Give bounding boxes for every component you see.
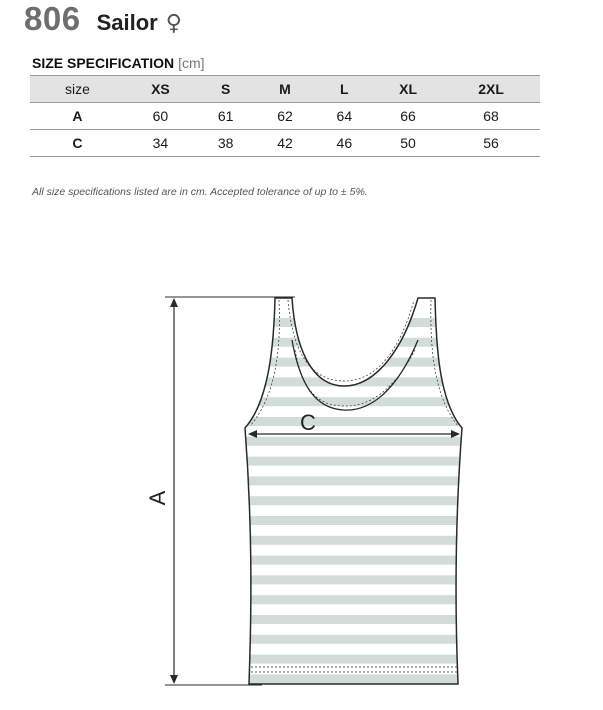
- table-cell: 62: [255, 103, 314, 130]
- table-cell: 38: [196, 130, 255, 157]
- label-c: C: [300, 410, 316, 435]
- stripe: [230, 358, 480, 367]
- product-name: Sailor: [96, 10, 158, 35]
- size-col-l: L: [315, 76, 374, 103]
- stripe: [230, 595, 480, 604]
- table-cell: 61: [196, 103, 255, 130]
- stripe: [230, 536, 480, 545]
- tank-top-outline: [245, 298, 462, 684]
- stripe: [230, 437, 480, 446]
- a-arrow-bottom-icon: [170, 675, 178, 684]
- size-col-m: M: [255, 76, 314, 103]
- stripe: [230, 635, 480, 644]
- label-a: A: [145, 490, 170, 506]
- stripe: [230, 476, 480, 485]
- size-header-label: size: [30, 76, 125, 103]
- table-cell: 68: [442, 103, 540, 130]
- table-cell: 56: [442, 130, 540, 157]
- row-label-a: A: [30, 103, 125, 130]
- stripe: [230, 457, 480, 466]
- stripe: [230, 556, 480, 565]
- stripe: [230, 496, 480, 505]
- stripe: [230, 318, 480, 327]
- stripe: [230, 516, 480, 525]
- table-cell: 42: [255, 130, 314, 157]
- female-symbol-icon: ♀: [165, 11, 182, 36]
- size-col-xs: XS: [125, 76, 196, 103]
- size-col-xl: XL: [374, 76, 442, 103]
- stripe: [230, 338, 480, 347]
- stripe: [230, 674, 480, 683]
- tolerance-note: All size specifications listed are in cm. Accepted tolerance of up to ± 5%.: [32, 186, 368, 198]
- table-cell: 46: [315, 130, 374, 157]
- table-cell: 34: [125, 130, 196, 157]
- stripe: [230, 397, 480, 406]
- size-col-s: S: [196, 76, 255, 103]
- size-col-2xl: 2XL: [442, 76, 540, 103]
- front-neckline-stitch: [288, 300, 414, 381]
- stripe: [230, 655, 480, 664]
- size-spec-title-text: SIZE SPECIFICATION: [32, 55, 175, 71]
- table-cell: 66: [374, 103, 442, 130]
- row-label-c: C: [30, 130, 125, 157]
- product-code: 806: [24, 0, 81, 37]
- table-cell: 50: [374, 130, 442, 157]
- stripe: [230, 615, 480, 624]
- stripe: [230, 575, 480, 584]
- table-cell: 60: [125, 103, 196, 130]
- table-cell: 64: [315, 103, 374, 130]
- stripe: [230, 417, 480, 426]
- size-spec-unit: [cm]: [178, 55, 205, 71]
- a-arrow-top-icon: [170, 298, 178, 307]
